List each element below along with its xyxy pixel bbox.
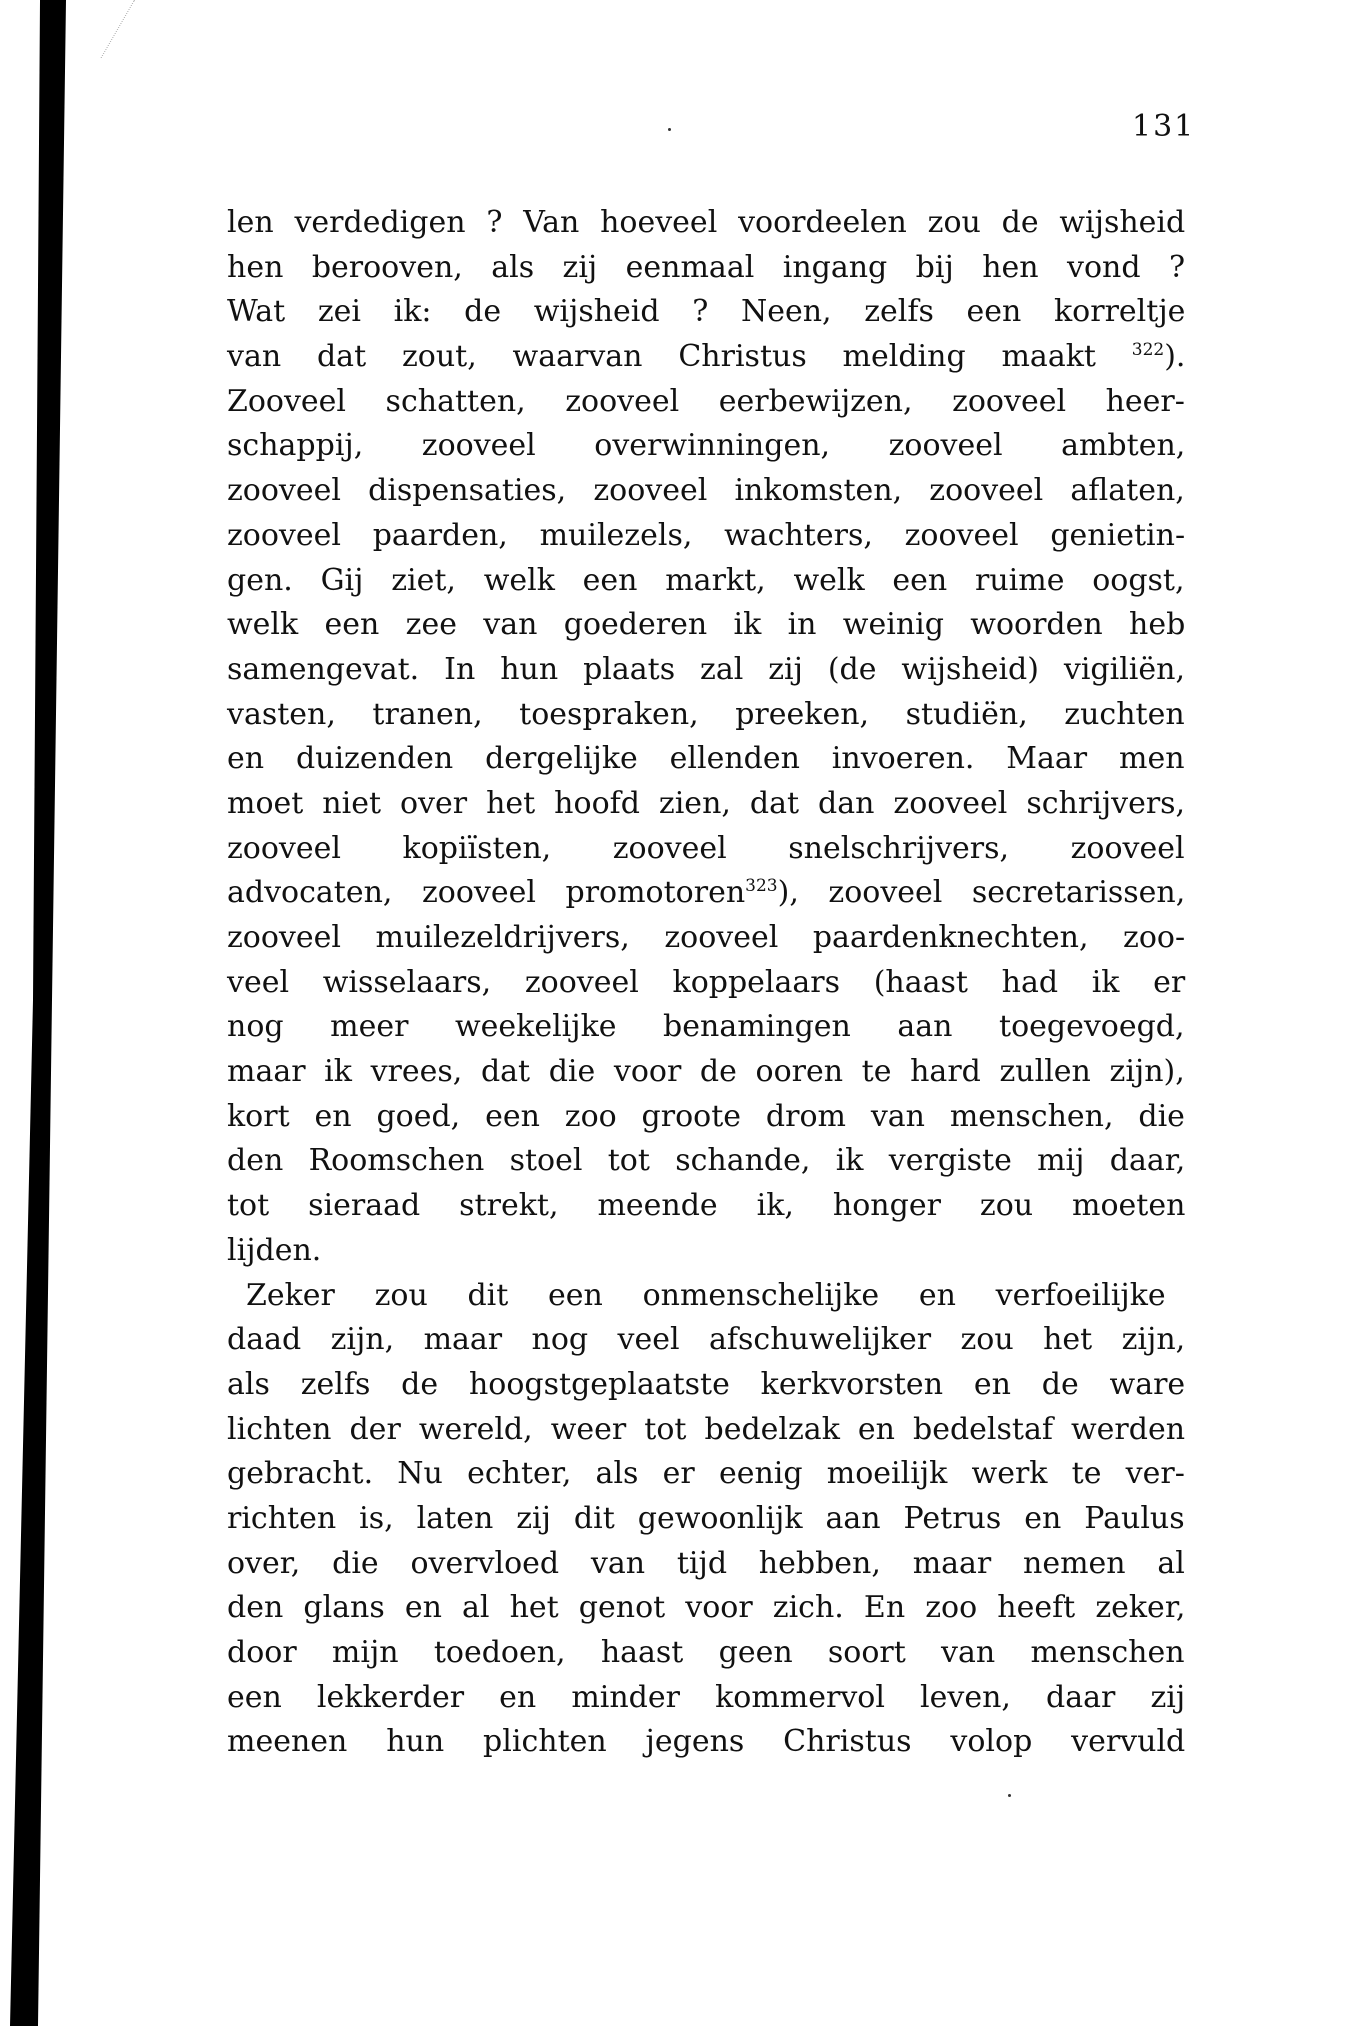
text-segment: van dat zout, waarvan Christus melding maakt [227, 339, 1132, 375]
text-line: richten is, laten zij dit gewoonlijk aan Petrus en Paulus [227, 1500, 1185, 1536]
text-line: samengevat. In hun plaats zal zij (de wijsheid) vigiliën, [227, 651, 1186, 687]
text-line-with-footnote [227, 335, 1185, 380]
text-line: gebracht. Nu echter, als er eenig moeilijk werk te ver- [227, 1456, 1185, 1492]
scan-artifact-line [101, 0, 175, 58]
text-line: den glans en al het genot voor zich. En zoo heeft zeker, [227, 1590, 1186, 1626]
text-line: Wat zei ik: de wijsheid ? Neen, zelfs een korreltje [227, 294, 1186, 330]
text-line: nog meer weekelijke benamingen aan toegevoegd, [227, 1009, 1185, 1045]
text-line: als zelfs de hoogstgeplaatste kerkvorsten en de ware [227, 1366, 1186, 1402]
page-number: 131 [1132, 109, 1196, 144]
text-line: den Roomschen stoel tot schande, ik vergiste mij daar, [227, 1143, 1186, 1179]
text-line: zooveel paarden, muilezels, wachters, zooveel genietin- [227, 517, 1186, 553]
text-line: zooveel dispensaties, zooveel inkomsten, zooveel aflaten, [227, 473, 1185, 509]
text-line: zooveel muilezeldrijvers, zooveel paardenknechten, zoo- [227, 920, 1186, 955]
text-line: hen berooven, als zij eenmaal ingang bij hen vond ? [227, 249, 1186, 285]
text-line: over, die overvloed van tijd hebben, maar nemen al [227, 1545, 1185, 1581]
text-line: vasten, tranen, toespraken, preeken, studiën, zuchten [227, 696, 1185, 732]
text-segment: ), zooveel secretarissen, [777, 875, 1186, 911]
text-segment: ). [1164, 339, 1186, 375]
text-line: maar ik vrees, dat die voor de ooren te hard zullen zijn), [227, 1054, 1185, 1090]
footnote-ref-322[interactable]: 322 [1131, 340, 1165, 361]
text-line: veel wisselaars, zooveel koppelaars (haast had ik er [227, 964, 1186, 1000]
text-line: schappij, zooveel overwinningen, zooveel ambten, [227, 428, 1186, 464]
paragraph-1 [227, 201, 1185, 1274]
body-text [227, 201, 1185, 1765]
text-line: lijden. [227, 1232, 322, 1268]
text-line: len verdedigen ? Van hoeveel voordeelen zou de wijsheid [227, 205, 1186, 240]
text-line: welk een zee van goederen ik in weinig woorden heb [227, 607, 1186, 643]
text-line: zooveel kopiïsten, zooveel snelschrijvers, zooveel [227, 830, 1185, 866]
text-line: tot sieraad strekt, meende ik, honger zou moeten [227, 1188, 1186, 1224]
footnote-ref-323[interactable]: 323 [745, 876, 778, 897]
scan-speck [668, 128, 671, 131]
text-line: en duizenden dergelijke ellenden invoeren. Maar men [227, 741, 1185, 777]
scan-speck [1008, 1794, 1011, 1797]
text-line: kort en goed, een zoo groote drom van menschen, die [227, 1098, 1185, 1134]
text-line: gen. Gij ziet, welk een markt, welk een ruime oogst, [227, 562, 1185, 598]
paragraph-2 [227, 1274, 1185, 1766]
text-line: meenen hun plichten jegens Christus volop vervuld [227, 1724, 1186, 1760]
text-line: Zeker zou dit een onmenschelijke en verfoeilijke [246, 1277, 1166, 1313]
text-line: daad zijn, maar nog veel afschuwelijker zou het zijn, [227, 1322, 1186, 1358]
text-segment: advocaten, zooveel promotoren [227, 875, 746, 911]
text-line: moet niet over het hoofd zien, dat dan zooveel schrijvers, [227, 785, 1186, 821]
book-binding-shadow [0, 0, 70, 2026]
text-line: Zooveel schatten, zooveel eerbewijzen, zooveel heer- [227, 383, 1185, 419]
text-line: door mijn toedoen, haast geen soort van menschen [227, 1635, 1185, 1670]
text-line: lichten der wereld, weer tot bedelzak en bedelstaf werden [227, 1411, 1186, 1447]
text-line-with-footnote [227, 871, 1185, 916]
text-line: een lekkerder en minder kommervol leven, daar zij [227, 1679, 1186, 1715]
